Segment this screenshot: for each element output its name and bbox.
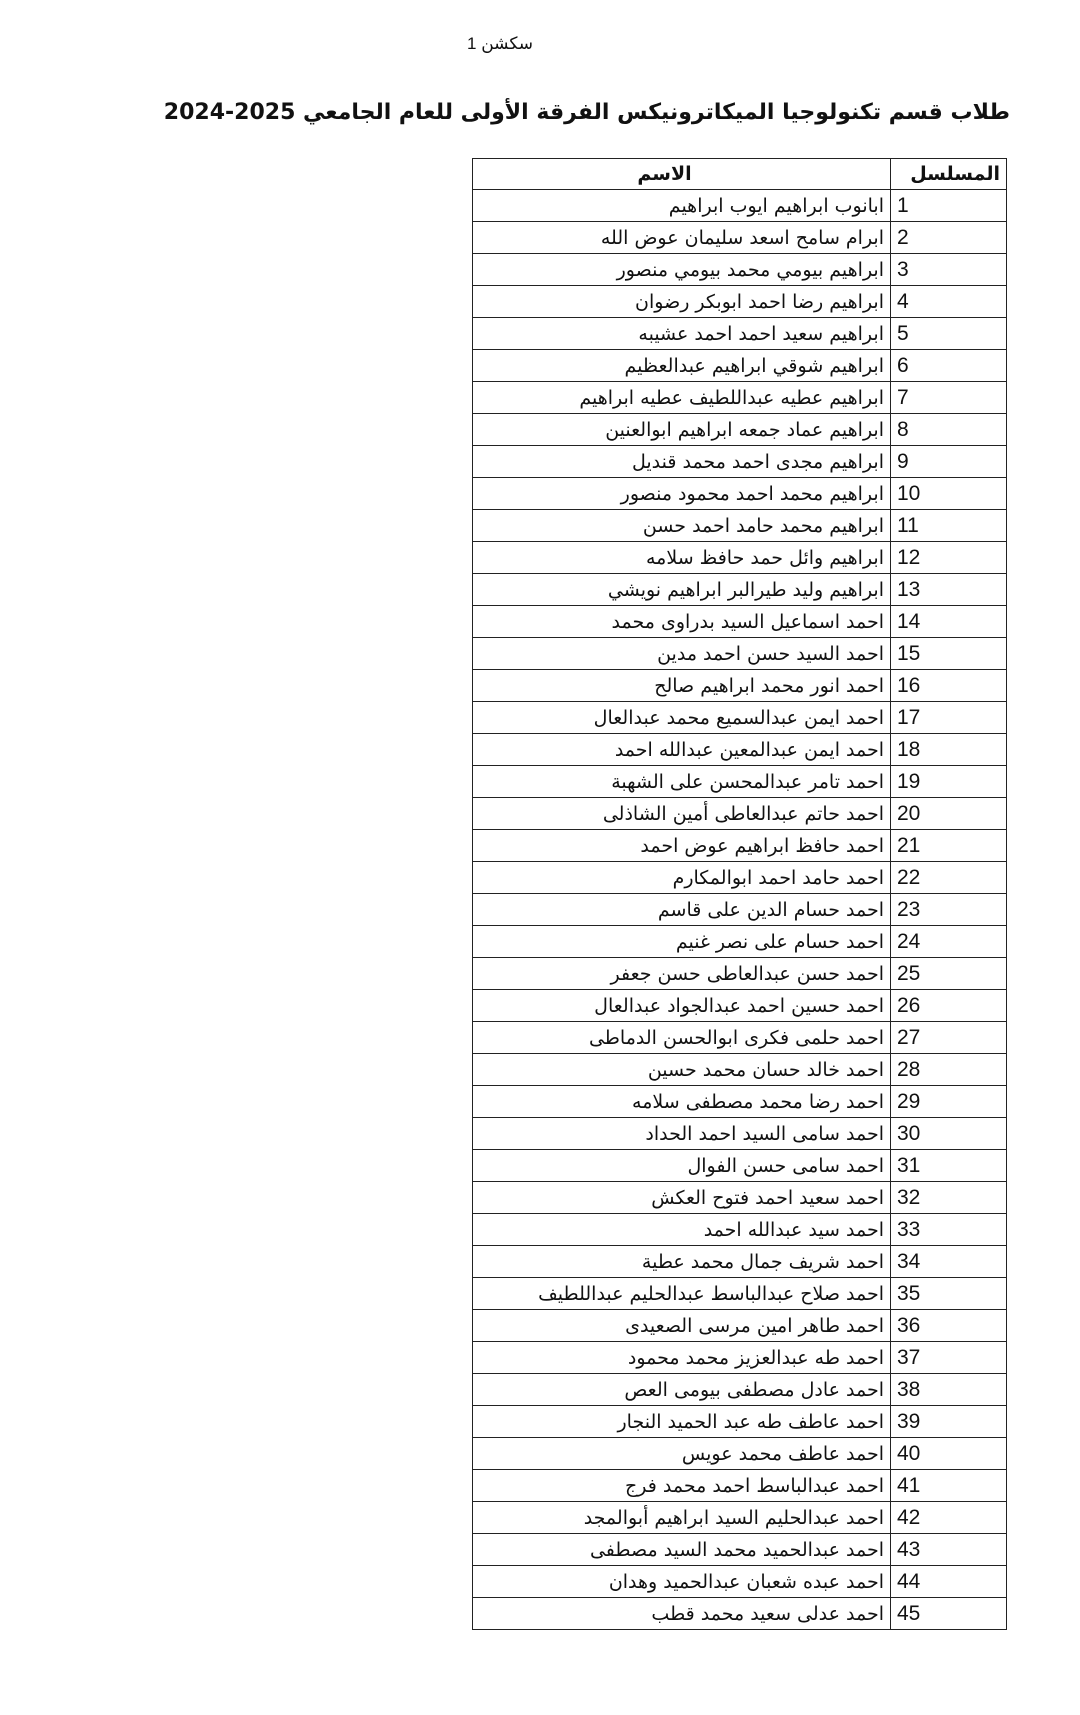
table-row (473, 1438, 1007, 1470)
student-name-cell: ابراهيم رضا احمد ابوبكر رضوان (473, 286, 891, 318)
table-row (473, 1342, 1007, 1374)
table-row (473, 1278, 1007, 1310)
serial-cell: 44 (891, 1566, 1007, 1598)
student-name-cell: احمد حافظ ابراهيم عوض احمد (473, 830, 891, 862)
student-name-cell: احمد انور محمد ابراهيم صالح (473, 670, 891, 702)
serial-cell: 28 (891, 1054, 1007, 1086)
serial-cell: 42 (891, 1502, 1007, 1534)
student-name-cell: احمد حسام على نصر غنيم (473, 926, 891, 958)
table-row (473, 1310, 1007, 1342)
student-name-cell: ابراهيم بيومي محمد بيومي منصور (473, 254, 891, 286)
table-row (473, 1022, 1007, 1054)
student-name-cell: احمد السيد حسن احمد مدين (473, 638, 891, 670)
serial-cell: 9 (891, 446, 1007, 478)
student-name-cell: احمد ايمن عبدالسميع محمد عبدالعال (473, 702, 891, 734)
student-name-cell: احمد حامد احمد ابوالمكارم (473, 862, 891, 894)
student-name-cell: احمد حسن عبدالعاطى حسن جعفر (473, 958, 891, 990)
serial-cell: 3 (891, 254, 1007, 286)
student-name-cell: ابراهيم عماد جمعه ابراهيم ابوالعنين (473, 414, 891, 446)
table-row (473, 830, 1007, 862)
serial-cell: 10 (891, 478, 1007, 510)
table-row (473, 222, 1007, 254)
student-name-cell: احمد سامى السيد احمد الحداد (473, 1118, 891, 1150)
student-name-cell: احمد سامى حسن الفوال (473, 1150, 891, 1182)
table-row (473, 510, 1007, 542)
serial-cell: 31 (891, 1150, 1007, 1182)
serial-cell: 6 (891, 350, 1007, 382)
table-row (473, 1150, 1007, 1182)
student-name-cell: ابراهيم سعيد احمد احمد عشيبه (473, 318, 891, 350)
serial-cell: 40 (891, 1438, 1007, 1470)
table-row (473, 1470, 1007, 1502)
table-row (473, 926, 1007, 958)
table-header (473, 159, 1007, 190)
table-row (473, 286, 1007, 318)
table-row (473, 1214, 1007, 1246)
serial-cell: 36 (891, 1310, 1007, 1342)
student-name-cell: ابراهيم عطيه عبداللطيف عطيه ابراهيم (473, 382, 891, 414)
serial-cell: 13 (891, 574, 1007, 606)
serial-cell: 12 (891, 542, 1007, 574)
table-row (473, 190, 1007, 222)
table-row (473, 1598, 1007, 1630)
table-row (473, 446, 1007, 478)
student-name-cell: احمد حلمى فكرى ابوالحسن الدماطى (473, 1022, 891, 1054)
serial-cell: 25 (891, 958, 1007, 990)
table-row (473, 862, 1007, 894)
student-name-cell: احمد اسماعيل السيد بدراوى محمد (473, 606, 891, 638)
serial-cell: 22 (891, 862, 1007, 894)
serial-cell: 26 (891, 990, 1007, 1022)
table-row (473, 1502, 1007, 1534)
table-row (473, 798, 1007, 830)
student-name-cell: احمد عاطف طه عبد الحميد النجار (473, 1406, 891, 1438)
serial-cell: 24 (891, 926, 1007, 958)
table-row (473, 1086, 1007, 1118)
table-row (473, 1374, 1007, 1406)
student-name-cell: ابرام سامح اسعد سليمان عوض الله (473, 222, 891, 254)
students-table (472, 158, 1007, 1630)
serial-cell: 43 (891, 1534, 1007, 1566)
student-name-cell: ابراهيم وليد طيرالبر ابراهيم نويشي (473, 574, 891, 606)
student-name-cell: احمد عبدالحليم السيد ابراهيم أبوالمجد (473, 1502, 891, 1534)
table-row (473, 1406, 1007, 1438)
serial-cell: 2 (891, 222, 1007, 254)
serial-cell: 19 (891, 766, 1007, 798)
serial-cell: 5 (891, 318, 1007, 350)
serial-cell: 16 (891, 670, 1007, 702)
student-name-cell: احمد طه عبدالعزيز محمد محمود (473, 1342, 891, 1374)
table-row (473, 1566, 1007, 1598)
header-row (473, 159, 1007, 190)
student-name-cell: احمد عبدالباسط احمد محمد فرج (473, 1470, 891, 1502)
student-name-cell: ابراهيم مجدى احمد محمد قنديل (473, 446, 891, 478)
table-body (473, 190, 1007, 1630)
student-name-cell: احمد سيد عبدالله احمد (473, 1214, 891, 1246)
serial-cell: 35 (891, 1278, 1007, 1310)
serial-cell: 18 (891, 734, 1007, 766)
table-row (473, 1118, 1007, 1150)
table-row (473, 542, 1007, 574)
table-row (473, 414, 1007, 446)
table-row (473, 382, 1007, 414)
student-name-cell: ابراهيم شوقي ابراهيم عبدالعظيم (473, 350, 891, 382)
student-name-cell: احمد شريف جمال محمد عطية (473, 1246, 891, 1278)
student-name-cell: احمد تامر عبدالمحسن على الشهبة (473, 766, 891, 798)
student-name-cell: احمد عادل مصطفى بيومى العص (473, 1374, 891, 1406)
student-name-cell: احمد سعيد احمد فتوح العكش (473, 1182, 891, 1214)
serial-cell: 7 (891, 382, 1007, 414)
student-name-cell: ابانوب ابراهيم ايوب ابراهيم (473, 190, 891, 222)
student-name-cell: احمد حاتم عبدالعاطى أمين الشاذلى (473, 798, 891, 830)
serial-cell: 23 (891, 894, 1007, 926)
table-row (473, 1054, 1007, 1086)
student-name-cell: ابراهيم وائل حمد حافظ سلامه (473, 542, 891, 574)
student-name-cell: احمد حسين احمد عبدالجواد عبدالعال (473, 990, 891, 1022)
table-row (473, 254, 1007, 286)
table-row (473, 1246, 1007, 1278)
table-row (473, 734, 1007, 766)
serial-cell: 30 (891, 1118, 1007, 1150)
student-name-cell: احمد عبدالحميد محمد السيد مصطفى (473, 1534, 891, 1566)
serial-cell: 11 (891, 510, 1007, 542)
serial-cell: 1 (891, 190, 1007, 222)
table-row (473, 958, 1007, 990)
student-name-cell: احمد عبده شعبان عبدالحميد وهدان (473, 1566, 891, 1598)
column-header-name: الاسم (473, 159, 891, 190)
serial-cell: 39 (891, 1406, 1007, 1438)
table-row (473, 894, 1007, 926)
serial-cell: 33 (891, 1214, 1007, 1246)
serial-cell: 21 (891, 830, 1007, 862)
student-name-cell: احمد ايمن عبدالمعين عبدالله احمد (473, 734, 891, 766)
table-row (473, 350, 1007, 382)
student-name-cell: احمد رضا محمد مصطفى سلامه (473, 1086, 891, 1118)
student-name-cell: ابراهيم محمد احمد محمود منصور (473, 478, 891, 510)
document-title: طلاب قسم تكنولوجيا الميكاترونيكس الفرقة الأولى للعام الجامعي 2025-2024 (163, 100, 1010, 125)
section-label: سكشن 1 (467, 34, 533, 53)
serial-cell: 38 (891, 1374, 1007, 1406)
table-row (473, 318, 1007, 350)
student-name-cell: احمد عاطف محمد عويس (473, 1438, 891, 1470)
serial-cell: 45 (891, 1598, 1007, 1630)
serial-cell: 29 (891, 1086, 1007, 1118)
table-row (473, 1534, 1007, 1566)
table-row (473, 1182, 1007, 1214)
student-name-cell: احمد صلاح عبدالباسط عبدالحليم عبداللطيف (473, 1278, 891, 1310)
student-name-cell: احمد حسام الدين على قاسم (473, 894, 891, 926)
serial-cell: 8 (891, 414, 1007, 446)
column-header-serial: المسلسل (891, 159, 1007, 190)
table-row (473, 670, 1007, 702)
student-name-cell: احمد عدلى سعيد محمد قطب (473, 1598, 891, 1630)
table-row (473, 702, 1007, 734)
serial-cell: 41 (891, 1470, 1007, 1502)
table-row (473, 574, 1007, 606)
student-name-cell: احمد طاهر امين مرسى الصعيدى (473, 1310, 891, 1342)
table-row (473, 478, 1007, 510)
student-name-cell: احمد خالد حسان محمد حسين (473, 1054, 891, 1086)
serial-cell: 37 (891, 1342, 1007, 1374)
serial-cell: 20 (891, 798, 1007, 830)
serial-cell: 34 (891, 1246, 1007, 1278)
table-row (473, 990, 1007, 1022)
serial-cell: 17 (891, 702, 1007, 734)
serial-cell: 27 (891, 1022, 1007, 1054)
serial-cell: 4 (891, 286, 1007, 318)
student-name-cell: ابراهيم محمد حامد احمد حسن (473, 510, 891, 542)
serial-cell: 14 (891, 606, 1007, 638)
table-row (473, 766, 1007, 798)
serial-cell: 32 (891, 1182, 1007, 1214)
table-row (473, 638, 1007, 670)
table-row (473, 606, 1007, 638)
serial-cell: 15 (891, 638, 1007, 670)
